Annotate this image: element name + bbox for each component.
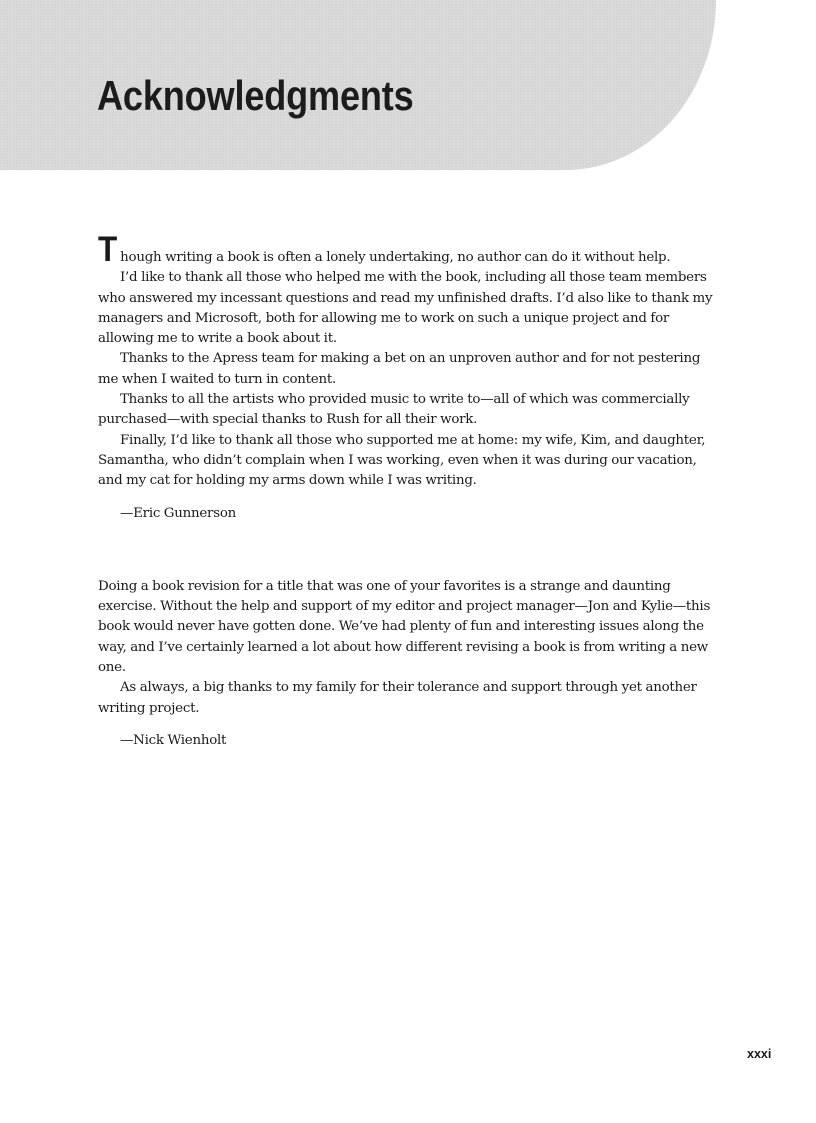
paragraph-thanks-family: Finally, I’d like to thank all those who supported me at home: my wife, Kim, and daughter, Samantha, who didn’t complain when I was working, even when it was during our vacation, and my cat for holding my arms down while I was writing. [98,432,706,489]
page-number: xxxi [747,1047,772,1061]
paragraph-thanks-team: I’d like to thank all those who helped me with the book, including all those team members who answered my incessant questions and read my unfinished drafts. I’d also like to thank my managers and Microsoft, both for allowing me to work on such a unique project and for allowing me to write a book about it. [98,270,713,347]
acknowledgments-body [98,230,720,751]
opening-text: hough writing a book is often a lonely undertaking, no author can do it without help. [120,250,671,265]
signature-eric-gunnerson: —Eric Gunnerson [120,505,237,521]
paragraph-thanks-artists: Thanks to all the artists who provided music to write to—all of which was commercially purchased—with special thanks to Rush for all their work. [98,392,690,428]
section-separator [98,524,720,577]
signature-nick-wienholt: —Nick Wienholt [120,732,227,748]
drop-cap: T [98,230,118,269]
paragraph-opening [98,230,720,269]
paragraph-thanks-apress: Thanks to the Apress team for making a bet on an unproven author and for not pestering me when I waited to turn in content. [98,351,701,387]
paragraph-revision: Doing a book revision for a title that was one of your favorites is a strange and daunting exercise. Without the help and support of my editor and project manager—Jon and Kylie—this book would never have gotten done. We’ve had plenty of fun and interesting issues along the way, and I’ve certainly learned a lot about how different revising a book is from writing a new one. [98,578,711,676]
chapter-title: Acknowledgments [97,72,414,119]
paragraph-thanks-family-2: As always, a big thanks to my family for their tolerance and support through yet another writing project. [98,680,697,716]
